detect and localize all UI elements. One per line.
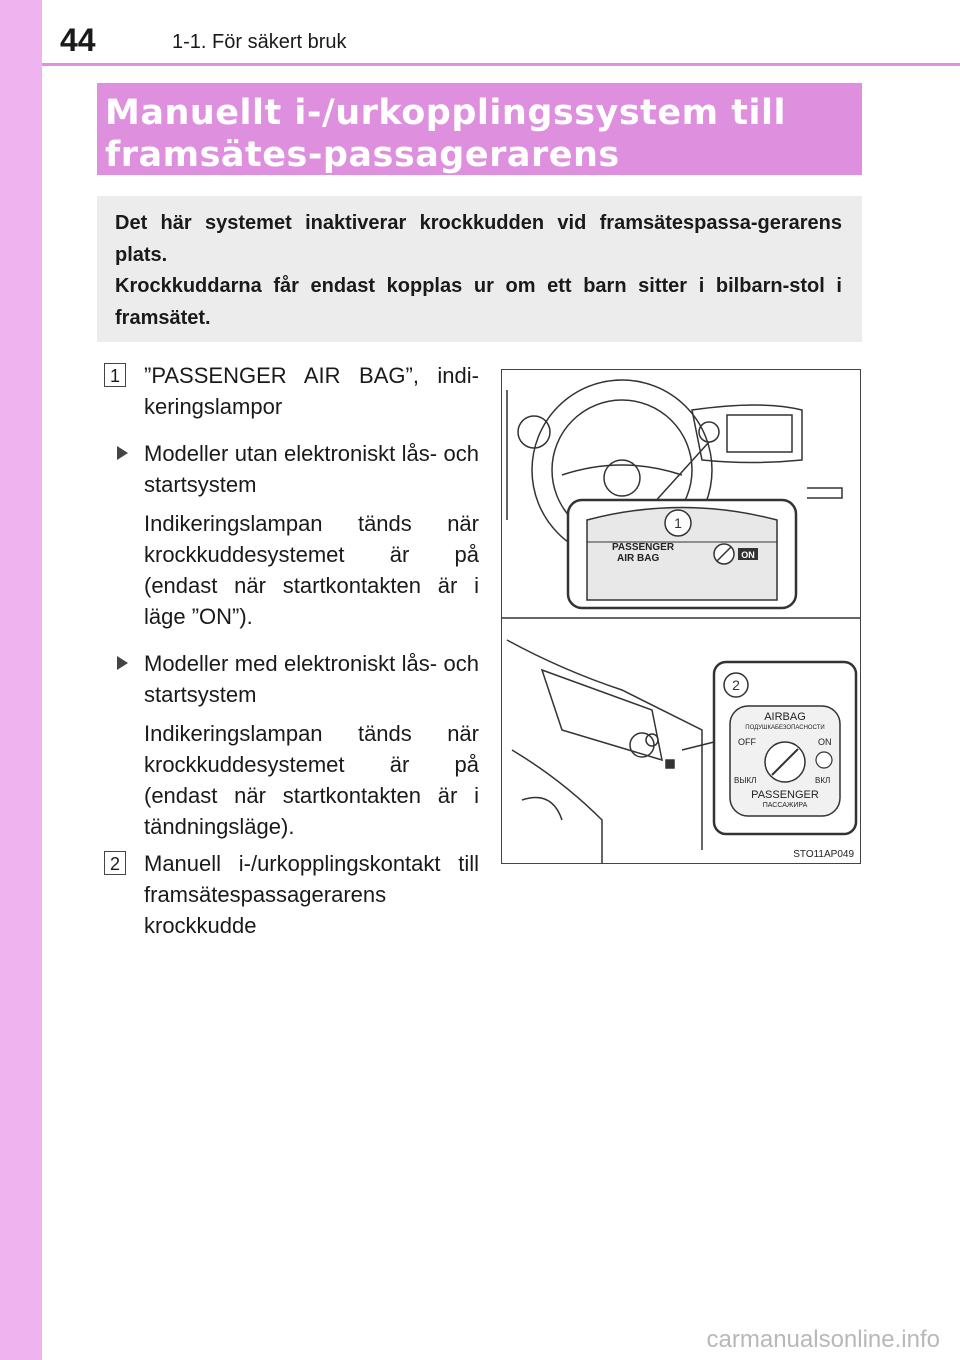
item-text: ”PASSENGER AIR BAG”, indi-keringslampor bbox=[144, 363, 479, 419]
lamp-label-airbag: AIR BAG bbox=[617, 553, 660, 564]
switch-passenger-label: PASSENGER bbox=[751, 789, 819, 801]
switch-on-ru-label: ВКЛ bbox=[815, 776, 831, 785]
header-rule bbox=[42, 63, 960, 66]
switch-airbag-ru-label: ПОДУШКАБЕЗОПАСНОСТИ bbox=[745, 725, 825, 731]
side-strip bbox=[0, 0, 42, 1360]
dashboard-illustration bbox=[501, 369, 861, 864]
airbag-on-icon bbox=[816, 752, 832, 768]
switch-on-label: ON bbox=[818, 737, 832, 747]
callout-2: 2 bbox=[732, 677, 740, 693]
callout-1: 1 bbox=[674, 515, 682, 531]
figure-code: STO11AP049 bbox=[793, 849, 854, 860]
item-2 bbox=[104, 848, 479, 941]
item-1 bbox=[104, 360, 479, 422]
switch-inset bbox=[714, 662, 856, 834]
arrow-right-icon bbox=[117, 446, 128, 460]
item-text: Manuell i-/urkopplingskontakt till framsätespassagerarens krockkudde bbox=[144, 851, 479, 938]
model-heading bbox=[104, 438, 479, 500]
model-heading bbox=[104, 648, 479, 710]
section-title: Manuellt i-/urkopplingssystem till framsätes-passagerarens bbox=[105, 93, 787, 175]
item-number: 2 bbox=[104, 851, 126, 875]
illustration-svg bbox=[502, 370, 860, 863]
section-title-banner bbox=[97, 83, 862, 175]
intro-box bbox=[97, 196, 862, 342]
switch-off-ru-label: ВЫКЛ bbox=[734, 776, 757, 785]
model-body: Indikeringslampan tänds när krockkuddesystemet är på (endast när startkontakten är i tändningsläge). bbox=[144, 721, 479, 839]
lamp-on-label: ON bbox=[741, 550, 755, 560]
content-column bbox=[104, 360, 479, 947]
intro-line-2: Krockkuddarna får endast kopplas ur om ett barn sitter i bilbarn-stol i framsätet. bbox=[115, 275, 842, 329]
model-heading-text: Modeller utan elektroniskt lås- och startsystem bbox=[144, 441, 479, 497]
switch-airbag-label: AIRBAG bbox=[764, 711, 806, 723]
lamp-label-passenger: PASSENGER bbox=[612, 542, 675, 553]
intro-line-1: Det här systemet inaktiverar krockkudden vid framsätespassa-gerarens plats. bbox=[115, 212, 842, 266]
item-number: 1 bbox=[104, 363, 126, 387]
watermark: carmanualsonline.info bbox=[706, 1326, 940, 1353]
model-body: Indikeringslampan tänds när krockkuddesystemet är på (endast när startkontakten är i läge ”ON”). bbox=[144, 511, 479, 629]
section-label: 1-1. För säkert bruk bbox=[172, 31, 347, 53]
arrow-right-icon bbox=[117, 656, 128, 670]
switch-off-label: OFF bbox=[738, 737, 756, 747]
switch-passenger-ru-label: ПАССАЖИРА bbox=[762, 802, 808, 809]
lamp-inset bbox=[568, 500, 796, 608]
page-number: 44 bbox=[60, 22, 96, 58]
model-heading-text: Modeller med elektroniskt lås- och startsystem bbox=[144, 651, 479, 707]
